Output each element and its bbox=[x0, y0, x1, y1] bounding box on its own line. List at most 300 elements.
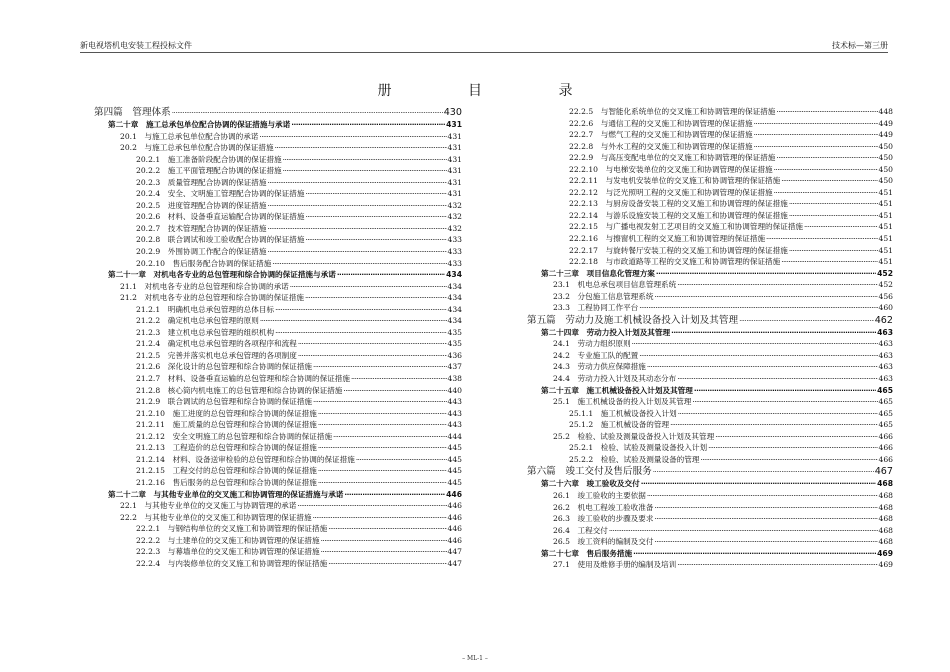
toc-entry-sec bbox=[527, 536, 893, 548]
toc-page-number: 433 bbox=[447, 247, 462, 257]
toc-page-number: 450 bbox=[878, 176, 893, 186]
toc-leader-dots bbox=[313, 512, 447, 524]
toc-leader-dots bbox=[305, 234, 446, 246]
toc-leader-dots bbox=[754, 129, 878, 141]
toc-page-number: 462 bbox=[874, 314, 893, 326]
toc-page-number: 432 bbox=[447, 200, 462, 210]
toc-entry-sec bbox=[527, 291, 893, 303]
toc-entry-chap bbox=[527, 478, 893, 490]
toc-entry-sec bbox=[527, 279, 893, 291]
toc-entry-title: 22.2.6 与通信工程的交叉施工和协调管理的保证措施 bbox=[569, 118, 753, 128]
toc-entry-title: 24.2 专业施工队的配置 bbox=[553, 350, 639, 360]
toc-entry-title: 21.2.15 工程交付的总包管理和综合协调的保证措施 bbox=[136, 466, 317, 476]
toc-leader-dots bbox=[305, 292, 447, 304]
toc-leader-dots bbox=[776, 106, 877, 118]
toc-leader-dots bbox=[267, 200, 446, 212]
toc-leader-dots bbox=[267, 177, 446, 189]
toc-leader-dots bbox=[632, 338, 878, 350]
toc-entry-title: 23.1 机电总承包项目信息管理系统 bbox=[553, 280, 677, 290]
toc-entry-title: 22.2 与其他专业单位的交叉施工和协调管理的保证措施 bbox=[120, 512, 312, 522]
toc-page-number: 431 bbox=[447, 143, 462, 153]
toc-entry-sub bbox=[94, 177, 462, 189]
toc-leader-dots bbox=[283, 165, 447, 177]
toc-entry-sub bbox=[94, 361, 462, 373]
toc-entry-title: 25.1.1 施工机械设备投入计划 bbox=[569, 408, 677, 418]
toc-page-number: 467 bbox=[874, 466, 893, 478]
toc-entry-title: 22.2.13 与厨房设备安装工程的交叉施工和协调管理的保证措施 bbox=[569, 199, 788, 209]
toc-leader-dots bbox=[781, 175, 877, 187]
toc-page-number: 452 bbox=[877, 268, 893, 278]
toc-entry-part bbox=[527, 314, 893, 327]
toc-leader-dots bbox=[313, 396, 446, 408]
toc-entry-sec bbox=[94, 292, 462, 304]
toc-leader-dots bbox=[776, 152, 877, 164]
toc-leader-dots bbox=[654, 513, 877, 525]
toc-leader-dots bbox=[700, 454, 877, 466]
toc-page-number: 443 bbox=[447, 408, 462, 418]
toc-entry-title: 22.2.9 与高压变配电单位的交叉施工和协调管理的保证措施 bbox=[569, 153, 776, 163]
toc-entry-sub bbox=[94, 408, 462, 420]
toc-entry-chap bbox=[94, 119, 462, 131]
toc-entry-sub bbox=[94, 454, 462, 466]
toc-leader-dots bbox=[333, 431, 446, 443]
toc-page-number: 452 bbox=[878, 280, 893, 290]
toc-entry-title: 22.2.7 与燃气工程的交叉施工和协调管理的保证措施 bbox=[569, 130, 753, 140]
toc-page-number: 460 bbox=[878, 303, 893, 313]
toc-page-number: 440 bbox=[447, 385, 462, 395]
toc-page-number: 446 bbox=[447, 535, 462, 545]
toc-leader-dots bbox=[804, 221, 877, 233]
toc-page-number: 431 bbox=[447, 154, 462, 164]
toc-entry-title: 22.2.5 与智能化系统单位的交叉施工和协调管理的保证措施 bbox=[569, 107, 776, 116]
toc-entry-sec bbox=[94, 500, 462, 512]
toc-entry-title: 20.2.6 材料、设备垂直运输配合协调的保证措施 bbox=[136, 212, 305, 222]
toc-page-number: 438 bbox=[447, 374, 462, 384]
toc-page-number: 450 bbox=[878, 141, 893, 151]
toc-leader-dots bbox=[298, 350, 447, 362]
toc-entry-title: 第六篇 竣工交付及售后服务 bbox=[527, 466, 652, 478]
toc-page-number: 448 bbox=[878, 107, 893, 116]
toc-page-number: 445 bbox=[447, 477, 462, 487]
toc-leader-dots bbox=[670, 419, 877, 431]
toc-entry-sec bbox=[527, 559, 893, 571]
toc-entry-title: 20.2.4 安全、文明施工管理配合协调的保证措施 bbox=[136, 189, 305, 199]
toc-leader-dots bbox=[328, 523, 446, 535]
toc-right-column bbox=[527, 106, 893, 571]
toc-entry-title: 第二十七章 售后服务措施 bbox=[541, 548, 633, 558]
toc-page-number: 443 bbox=[447, 420, 462, 430]
toc-leader-dots bbox=[656, 268, 876, 280]
toc-entry-title: 22.2.16 与擦窗机工程的交叉施工和协调管理的保证措施 bbox=[569, 234, 766, 244]
toc-entry-title: 21.2.1 明确机电总承包管理的总体目标 bbox=[136, 304, 275, 314]
toc-leader-dots bbox=[654, 502, 877, 514]
toc-entry-sub bbox=[527, 164, 893, 176]
toc-entry-sub bbox=[527, 141, 893, 153]
toc-entry-title: 22.1 与其他专业单位的交叉施工与协调管理的承诺 bbox=[120, 501, 297, 511]
toc-entry-chap bbox=[94, 269, 462, 281]
toc-entry-sec bbox=[527, 525, 893, 537]
toc-page-number: 434 bbox=[447, 316, 462, 326]
toc-page-number: 468 bbox=[877, 479, 893, 489]
toc-entry-sec bbox=[527, 490, 893, 502]
toc-page-number: 432 bbox=[447, 212, 462, 222]
toc-leader-dots bbox=[715, 431, 877, 443]
toc-entry-sub bbox=[94, 315, 462, 327]
toc-page-number: 463 bbox=[878, 362, 893, 372]
toc-leader-dots bbox=[275, 304, 446, 316]
toc-entry-title: 第二十四章 劳动力投入计划及其管理 bbox=[541, 327, 671, 337]
toc-page-number: 446 bbox=[446, 489, 462, 499]
toc-page-number: 434 bbox=[446, 270, 462, 280]
toc-entry-sec bbox=[527, 338, 893, 350]
toc-entry-title: 22.2.8 与外水工程的交叉施工和协调管理的保证措施 bbox=[569, 141, 753, 151]
toc-page-number: 465 bbox=[877, 385, 893, 395]
toc-leader-dots bbox=[694, 385, 876, 397]
toc-entry-sec bbox=[527, 361, 893, 373]
toc-page-number: 437 bbox=[447, 362, 462, 372]
toc-leader-dots bbox=[260, 315, 447, 327]
toc-page-number: 444 bbox=[447, 431, 462, 441]
toc-entry-title: 23.3 工程协同工作平台 bbox=[553, 303, 639, 313]
toc-entry-part bbox=[94, 106, 462, 119]
toc-entry-sub bbox=[94, 477, 462, 489]
toc-page-number: 469 bbox=[877, 548, 893, 558]
toc-leader-dots bbox=[789, 210, 878, 222]
toc-leader-dots bbox=[321, 535, 447, 547]
toc-leader-dots bbox=[609, 525, 878, 537]
toc-leader-dots bbox=[318, 477, 447, 489]
toc-entry-title: 20.2.1 施工准备阶段配合协调的保证措施 bbox=[136, 154, 282, 164]
toc-entry-title: 20.2.2 施工平面管理配合协调的保证措施 bbox=[136, 166, 282, 176]
toc-entry-title: 21.2.10 施工进度的总包管理和综合协调的保证措施 bbox=[136, 408, 317, 418]
toc-leader-dots bbox=[677, 559, 877, 571]
toc-page-number: 434 bbox=[447, 293, 462, 303]
toc-entry-title: 26.3 竣工验收的步骤及要求 bbox=[553, 514, 654, 524]
toc-page-number: 449 bbox=[878, 130, 893, 140]
toc-leader-dots bbox=[677, 373, 877, 385]
toc-page-number: 445 bbox=[447, 443, 462, 453]
toc-leader-dots bbox=[647, 490, 878, 502]
toc-leader-dots bbox=[789, 245, 878, 257]
toc-leader-dots bbox=[754, 118, 878, 130]
toc-leader-dots bbox=[647, 361, 878, 373]
toc-entry-sec bbox=[94, 281, 462, 293]
toc-leader-dots bbox=[633, 548, 876, 560]
toc-page-number: 451 bbox=[878, 234, 893, 244]
toc-leader-dots bbox=[290, 281, 447, 293]
toc-entry-title: 22.2.15 与广播电视发射工艺项目的交叉施工和协调管理的保证措施 bbox=[569, 222, 804, 232]
toc-page-number: 465 bbox=[878, 408, 893, 418]
toc-leader-dots bbox=[351, 373, 447, 385]
toc-leader-dots bbox=[337, 269, 445, 281]
toc-leader-dots bbox=[275, 327, 446, 339]
toc-entry-title: 22.2.4 与内装修单位的交叉施工和协调管理的保证措施 bbox=[136, 558, 328, 568]
page-title: 册 目 录 bbox=[377, 83, 609, 99]
toc-leader-dots bbox=[328, 558, 446, 570]
toc-leader-dots bbox=[318, 408, 447, 420]
toc-page-number: 447 bbox=[447, 547, 462, 557]
toc-leader-dots bbox=[172, 106, 443, 119]
toc-entry-sub bbox=[94, 546, 462, 558]
toc-entry-sub bbox=[527, 129, 893, 141]
toc-page-number: 446 bbox=[447, 524, 462, 534]
toc-leader-dots bbox=[774, 164, 878, 176]
toc-entry-sub bbox=[94, 304, 462, 316]
toc-entry-sec bbox=[527, 396, 893, 408]
toc-leader-dots bbox=[318, 442, 447, 454]
toc-entry-sec bbox=[527, 431, 893, 443]
toc-entry-sub bbox=[94, 442, 462, 454]
toc-entry-title: 第四篇 管理体系 bbox=[94, 107, 171, 118]
toc-page-number: 451 bbox=[878, 245, 893, 255]
toc-entry-sub bbox=[94, 211, 462, 223]
toc-page-number: 443 bbox=[447, 397, 462, 407]
toc-entry-sec bbox=[527, 513, 893, 525]
toc-entry-title: 20.2.9 外围协调工作配合的保证措施 bbox=[136, 247, 267, 257]
toc-leader-dots bbox=[344, 489, 445, 501]
toc-page-number: 435 bbox=[447, 339, 462, 349]
toc-leader-dots bbox=[708, 442, 877, 454]
toc-entry-sub bbox=[94, 385, 462, 397]
toc-page-number: 465 bbox=[878, 397, 893, 407]
toc-entry-title: 22.2.10 与电梯安装单位的交叉施工和协调管理的保证措施 bbox=[569, 164, 773, 174]
toc-entry-sub bbox=[94, 523, 462, 535]
toc-entry-title: 20.2.8 联合调试和竣工验收配合协调的保证措施 bbox=[136, 235, 305, 245]
toc-leader-dots bbox=[275, 142, 447, 154]
toc-entry-sub bbox=[527, 221, 893, 233]
toc-entry-title: 第二十一章 对机电各专业的总包管理和综合协调的保证措施与承诺 bbox=[108, 270, 336, 280]
toc-entry-title: 24.4 劳动力投入计划及其动态分布 bbox=[553, 374, 677, 384]
toc-leader-dots bbox=[343, 385, 446, 397]
toc-entry-title: 24.1 劳动力组织原则 bbox=[553, 339, 631, 349]
toc-page-number: 431 bbox=[447, 189, 462, 199]
toc-entry-sub bbox=[94, 431, 462, 443]
toc-page-number: 468 bbox=[878, 525, 893, 535]
toc-entry-chap bbox=[527, 268, 893, 280]
toc-entry-sub bbox=[94, 535, 462, 547]
toc-leader-dots bbox=[313, 361, 446, 373]
toc-entry-chap bbox=[94, 489, 462, 501]
toc-entry-sec bbox=[527, 350, 893, 362]
toc-leader-dots bbox=[272, 258, 446, 270]
toc-entry-sec bbox=[94, 512, 462, 524]
toc-entry-title: 21.2.8 核心筒内机电施工的总包管理和综合协调的保证措施 bbox=[136, 385, 343, 395]
toc-entry-title: 22.2.14 与游乐设施安装工程的交叉施工和协调管理的保证措施 bbox=[569, 210, 788, 220]
toc-leader-dots bbox=[259, 131, 446, 143]
toc-entry-title: 26.1 竣工验收的主要依据 bbox=[553, 490, 646, 500]
toc-entry-title: 21.2 对机电各专业的总包管理和综合协调的保证措施 bbox=[120, 293, 304, 303]
toc-entry-chap bbox=[527, 327, 893, 339]
toc-entry-sub bbox=[527, 210, 893, 222]
toc-page-number: 463 bbox=[877, 327, 893, 337]
toc-entry-sub bbox=[527, 256, 893, 268]
toc-entry-title: 22.2.11 与发电机安装单位的交叉施工和协调管理的保证措施 bbox=[569, 176, 781, 186]
toc-leader-dots bbox=[654, 291, 877, 303]
toc-leader-dots bbox=[677, 279, 877, 291]
toc-page-number: 445 bbox=[447, 466, 462, 476]
toc-page-number: 465 bbox=[878, 420, 893, 430]
toc-entry-sub bbox=[94, 200, 462, 212]
toc-page-number: 468 bbox=[878, 514, 893, 524]
page-header bbox=[80, 38, 888, 53]
toc-entry-sub bbox=[94, 154, 462, 166]
toc-page-number: 431 bbox=[447, 166, 462, 176]
toc-page-number: 451 bbox=[878, 187, 893, 197]
toc-entry-title: 21.2.6 深化设计的总包管理和综合协调的保证措施 bbox=[136, 362, 313, 372]
toc-leader-dots bbox=[671, 327, 876, 339]
toc-leader-dots bbox=[291, 119, 445, 131]
toc-page-number: 433 bbox=[447, 258, 462, 268]
toc-leader-dots bbox=[298, 338, 447, 350]
toc-entry-sub bbox=[527, 408, 893, 420]
toc-page-number: 466 bbox=[878, 431, 893, 441]
toc-entry-title: 21.2.14 材料、设备送审检验的总包管理和综合协调的保证措施 bbox=[136, 454, 355, 464]
toc-page-number: 447 bbox=[447, 558, 462, 568]
toc-entry-sec bbox=[527, 302, 893, 314]
toc-entry-sub bbox=[94, 419, 462, 431]
toc-entry-sub bbox=[527, 198, 893, 210]
toc-entry-sub bbox=[94, 258, 462, 270]
toc-entry-title: 20.2.5 进度管理配合协调的保证措施 bbox=[136, 200, 267, 210]
toc-entry-sub bbox=[527, 233, 893, 245]
header-right-text: 技术标—第三册 bbox=[832, 41, 888, 50]
toc-entry-title: 21.2.13 工程造价的总包管理和综合协调的保证措施 bbox=[136, 443, 317, 453]
toc-entry-chap bbox=[527, 385, 893, 397]
toc-entry-title: 22.2.1 与钢结构单位的交叉施工和协调管理的保证措施 bbox=[136, 524, 328, 534]
toc-page-number: 451 bbox=[878, 210, 893, 220]
toc-entry-title: 21.2.4 确定机电总承包管理的各项程序和流程 bbox=[136, 339, 297, 349]
toc-leader-dots bbox=[754, 141, 878, 153]
toc-entry-title: 22.2.2 与土建单位的交叉施工和协调管理的保证措施 bbox=[136, 535, 320, 545]
toc-page-number: 433 bbox=[447, 235, 462, 245]
toc-entry-sub bbox=[527, 187, 893, 199]
toc-leader-dots bbox=[318, 419, 447, 431]
toc-entry-part bbox=[527, 465, 893, 478]
toc-page-number: 431 bbox=[446, 120, 462, 129]
toc-leader-dots bbox=[678, 408, 878, 420]
toc-entry-title: 26.2 机电工程竣工验收准备 bbox=[553, 502, 654, 512]
toc-entry-title: 25.1.2 施工机械设备的管理 bbox=[569, 420, 670, 430]
toc-page-number: 463 bbox=[878, 339, 893, 349]
toc-entry-title: 第二十二章 与其他专业单位的交叉施工和协调管理的保证措施与承诺 bbox=[108, 489, 344, 499]
toc-entry-sub bbox=[94, 188, 462, 200]
toc-entry-sub bbox=[94, 465, 462, 477]
toc-entry-title: 25.2.2 检验、试验及测量设备的管理 bbox=[569, 454, 700, 464]
toc-entry-title: 第二十六章 竣工验收及交付 bbox=[541, 479, 640, 489]
toc-page-number: 451 bbox=[878, 257, 893, 267]
toc-entry-title: 21.1 对机电各专业的总包管理和综合协调的承诺 bbox=[120, 281, 289, 291]
toc-entry-sub bbox=[527, 175, 893, 187]
toc-leader-dots bbox=[739, 314, 874, 327]
toc-leader-dots bbox=[356, 454, 447, 466]
toc-entry-sub bbox=[527, 245, 893, 257]
toc-page-number: 463 bbox=[878, 374, 893, 384]
toc-leader-dots bbox=[774, 187, 878, 199]
toc-entry-sec bbox=[94, 142, 462, 154]
toc-entry-title: 21.2.16 售后服务的总包管理和综合协调的保证措施 bbox=[136, 477, 317, 487]
toc-entry-title: 21.2.11 施工质量的总包管理和综合协调的保证措施 bbox=[136, 420, 317, 430]
toc-entry-title: 第二十三章 项目信息化管理方案 bbox=[541, 268, 655, 278]
toc-entry-sub bbox=[527, 152, 893, 164]
toc-leader-dots bbox=[653, 465, 874, 478]
toc-entry-sub bbox=[527, 106, 893, 118]
toc-page-number: 434 bbox=[447, 281, 462, 291]
toc-entry-title: 21.2.2 确定机电总承包管理的原则 bbox=[136, 316, 259, 326]
toc-page-number: 456 bbox=[878, 291, 893, 301]
toc-page-number: 446 bbox=[447, 512, 462, 522]
toc-entry-title: 20.1 与施工总承包单位配合协调的承诺 bbox=[120, 131, 259, 141]
toc-entry-title: 20.2.3 质量管理配合协调的保证措施 bbox=[136, 177, 267, 187]
toc-entry-title: 24.3 劳动力供应保障措施 bbox=[553, 362, 646, 372]
toc-page-number: 463 bbox=[878, 350, 893, 360]
toc-entry-title: 20.2.7 技术管理配合协调的保证措施 bbox=[136, 223, 267, 233]
toc-entry-title: 20.2 与施工总承包单位配合协调的保证措施 bbox=[120, 143, 274, 153]
toc-page-number: 466 bbox=[878, 443, 893, 453]
toc-entry-sub bbox=[94, 396, 462, 408]
toc-entry-chap bbox=[527, 548, 893, 560]
toc-page-number: 431 bbox=[447, 131, 462, 141]
toc-leader-dots bbox=[654, 536, 877, 548]
toc-entry-sub bbox=[527, 118, 893, 130]
toc-entry-title: 20.2.10 售后服务配合协调的保证措施 bbox=[136, 258, 272, 268]
toc-entry-title: 22.2.17 与旋转餐厅安装工程的交叉施工和协调管理的保证措施 bbox=[569, 245, 788, 255]
toc-page-number: 430 bbox=[443, 107, 462, 118]
toc-entry-sec bbox=[94, 131, 462, 143]
toc-leader-dots bbox=[789, 198, 878, 210]
toc-entry-title: 21.2.7 材料、设备垂直运输的总包管理和综合协调的保证措施 bbox=[136, 374, 350, 384]
toc-entry-sub bbox=[94, 350, 462, 362]
toc-entry-title: 22.2.3 与幕墙单位的交叉施工和协调管理的保证措施 bbox=[136, 547, 320, 557]
toc-page-number: 451 bbox=[878, 222, 893, 232]
toc-entry-sec bbox=[527, 502, 893, 514]
toc-leader-dots bbox=[641, 478, 876, 490]
toc-entry-title: 第五篇 劳动力及施工机械设备投入计划及其管理 bbox=[527, 314, 739, 326]
toc-entry-sub bbox=[527, 442, 893, 454]
toc-leader-dots bbox=[692, 396, 877, 408]
toc-page-number: 446 bbox=[447, 501, 462, 511]
toc-entry-title: 26.5 竣工资料的编制及交付 bbox=[553, 537, 654, 547]
toc-leader-dots bbox=[305, 188, 446, 200]
toc-page-number: 432 bbox=[447, 223, 462, 233]
toc-entry-title: 25.2 检验、试验及测量设备投入计划及其管理 bbox=[553, 431, 715, 441]
toc-entry-title: 22.2.12 与泛光照明工程的交叉施工和协调管理的保证措施 bbox=[569, 187, 773, 197]
toc-leader-dots bbox=[639, 302, 877, 314]
toc-page-number: 466 bbox=[878, 454, 893, 464]
toc-entry-title: 21.2.5 完善并落实机电总承包管理的各项制度 bbox=[136, 350, 297, 360]
toc-page-number: 435 bbox=[447, 327, 462, 337]
toc-page-number: 436 bbox=[447, 350, 462, 360]
toc-entry-sub bbox=[94, 246, 462, 258]
toc-page-number: 468 bbox=[878, 502, 893, 512]
toc-leader-dots bbox=[766, 233, 877, 245]
toc-leader-dots bbox=[283, 154, 447, 166]
toc-entry-sub bbox=[94, 373, 462, 385]
toc-entry-sub bbox=[527, 419, 893, 431]
toc-entry-sub bbox=[94, 223, 462, 235]
toc-entry-sub bbox=[94, 338, 462, 350]
toc-entry-sub bbox=[94, 558, 462, 570]
toc-page-number: 450 bbox=[878, 164, 893, 174]
toc-entry-title: 第二十章 施工总承包单位配合协调的保证措施与承诺 bbox=[108, 120, 291, 129]
toc-leader-dots bbox=[267, 246, 446, 258]
toc-page-number: 469 bbox=[878, 560, 893, 570]
toc-leader-dots bbox=[318, 465, 447, 477]
toc-page-number: 451 bbox=[878, 199, 893, 209]
toc-page-number: 468 bbox=[878, 537, 893, 547]
toc-entry-sub bbox=[94, 327, 462, 339]
toc-leader-dots bbox=[321, 546, 447, 558]
toc-entry-title: 22.2.18 与市政道路等工程的交叉施工和协调管理的保证措施 bbox=[569, 257, 781, 267]
